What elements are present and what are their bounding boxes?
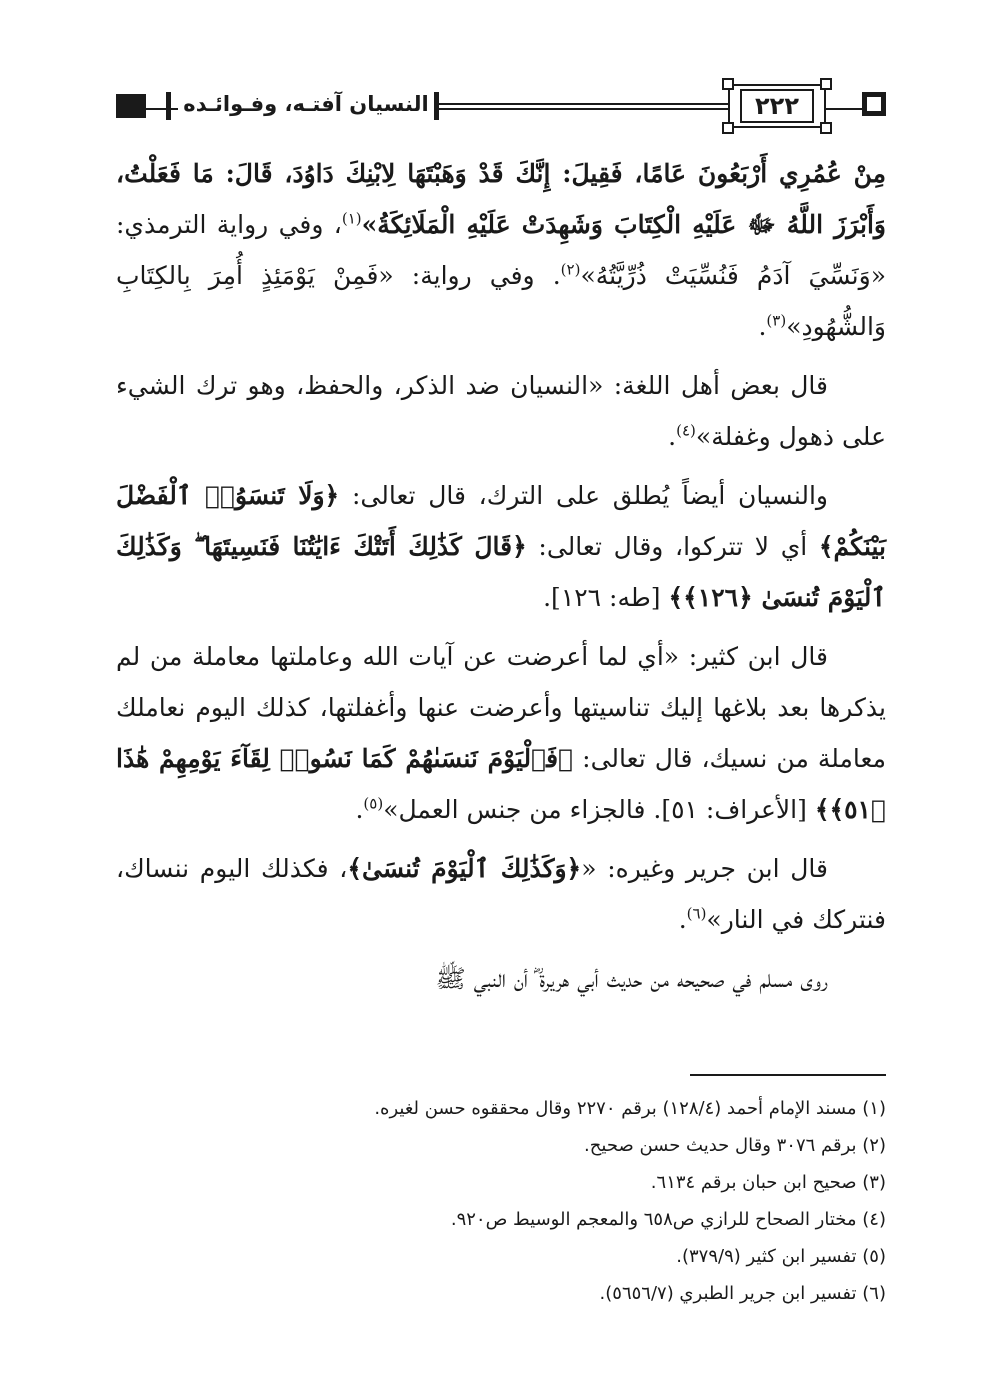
footnote-ref: (٦) (686, 904, 707, 923)
header-rule (826, 108, 866, 110)
paragraph-text: روى مسلم في صحيحه من حديث أبي هريرة ؓ أن النبي ﷺ (435, 964, 828, 993)
page-header (116, 84, 886, 128)
paragraph-text: قال ابن كثير: «أي لما أعرضت عن آيات الله وعاملتها معاملة من لم يذكرها بعد بلاغها إليك تناسيتها وأعرضت عنها وأغفلتها، كذلك اليوم نعاملك معاملة من نسيك، قال تعالى: (116, 642, 886, 773)
paragraph (116, 953, 886, 1004)
footnote: (٥) تفسير ابن كثير (٣٧٩/٩). (676, 1246, 886, 1267)
hadith-text: مِنْ عُمُرِي أَرْبَعُونَ عَامًا، فَقِيلَ: إِنَّكَ قَدْ وَهَبْتَهَا لِابْنِكَ دَاوُدَ، قَالَ: مَا فَعَلْتُ، وَأَبْرَزَ اللَّهُ ﷻ عَلَيْهِ الْكِتَابَ وَشَهِدَتْ عَلَيْهِ الْمَلَائِكَةُ» (116, 159, 886, 239)
footnote: (٤) مختار الصحاح للرازي ص٦٥٨ والمعجم الوسيط ص٩٢٠. (450, 1209, 886, 1230)
header-ornament-solid (116, 94, 146, 118)
paragraph-text: والنسيان أيضاً يُطلق على الترك، قال تعالى: (351, 481, 828, 510)
header-rule (434, 108, 728, 110)
paragraph-text: قال بعض أهل اللغة: «النسيان ضد الذكر، والحفظ، وهو ترك الشيء على ذهول وغفلة» (116, 371, 886, 451)
quran-verse: ﴿وَكَذَٰلِكَ ٱلْيَوْمَ تُنسَىٰ﴾ (347, 854, 582, 883)
footnote-ref: (٥) (363, 794, 384, 813)
footnote: (٣) صحيح ابن حبان برقم ٦١٣٤. (650, 1172, 886, 1193)
paragraph (116, 843, 886, 945)
main-text (116, 148, 886, 1004)
paragraph (116, 470, 886, 623)
paragraph-text: أي لا تتركوا، وقال تعالى: (538, 532, 808, 561)
footnote-ref: (٤) (676, 421, 696, 440)
header-separator (434, 92, 439, 120)
paragraph-text: ، فكذلك اليوم ننساك، فنتركك في النار» (116, 854, 886, 934)
footnote-separator (690, 1074, 886, 1076)
footnote-ref: (١) (341, 209, 362, 228)
paragraph (116, 148, 886, 352)
page-number: ٢٢٢ (740, 89, 814, 123)
header-separator (166, 92, 171, 120)
footnote: (١) مسند الإمام أحمد (١٢٨/٤) برقم ٢٢٧٠ وقال محققوه حسن لغيره. (374, 1098, 886, 1119)
footnote: (٦) تفسير ابن جرير الطبري (٥٦٥٦/٧). (599, 1283, 886, 1304)
footnote-ref: (٣) (766, 311, 787, 330)
paragraph-end: . (668, 422, 677, 451)
verse-reference: [الأعراف: ٥١]. فالجزاء من جنس العمل» (383, 795, 807, 824)
paragraph-text: ، وفي رواية الترمذي: «وَنَسِّيَ آدَمُ فَنُسِّيَتْ ذُرِّيَّتُهُ» (116, 210, 886, 290)
paragraph-end: . (758, 312, 767, 341)
quran-verse: ﴿قَالَ كَذَٰلِكَ أَتَتْكَ ءَايَٰتُنَا فَنَسِيتَهَا ۖ وَكَذَٰلِكَ ٱلْيَوْمَ تُنسَىٰ ﴿١٢٦﴾﴾ (116, 532, 886, 612)
paragraph (116, 360, 886, 462)
verse-reference: [طه: ١٢٦]. (543, 583, 661, 612)
quran-verse: ﴿وَلَا تَنسَوُا۟ ٱلْفَضْلَ بَيْنَكُمْ﴾ (116, 481, 886, 561)
header-ornament-hollow (862, 92, 886, 116)
paragraph-end: . (355, 795, 364, 824)
paragraph (116, 631, 886, 835)
footnote-ref: (٢) (560, 260, 581, 279)
paragraph-end: . (678, 905, 687, 934)
paragraph-text: . وفي رواية: «فَمِنْ يَوْمَئِذٍ أُمِرَ بِالكِتَابِ وَالشُّهُودِ» (116, 261, 886, 341)
footnote: (٢) برقم ٣٠٧٦ وقال حديث حسن صحيح. (584, 1135, 886, 1156)
page-number-frame (728, 84, 826, 128)
header-rule (434, 103, 728, 105)
running-title: النسيان آفتـه، وفـوائـده (178, 86, 434, 122)
footnotes (116, 1090, 886, 1312)
quran-verse: ﴿فَٱلْيَوْمَ نَنسَىٰهُمْ كَمَا نَسُوا۟ لِقَآءَ يَوْمِهِمْ هَٰذَا ﴿٥١﴾﴾ (116, 744, 886, 824)
paragraph-text: قال ابن جرير وغيره: « (581, 854, 828, 883)
